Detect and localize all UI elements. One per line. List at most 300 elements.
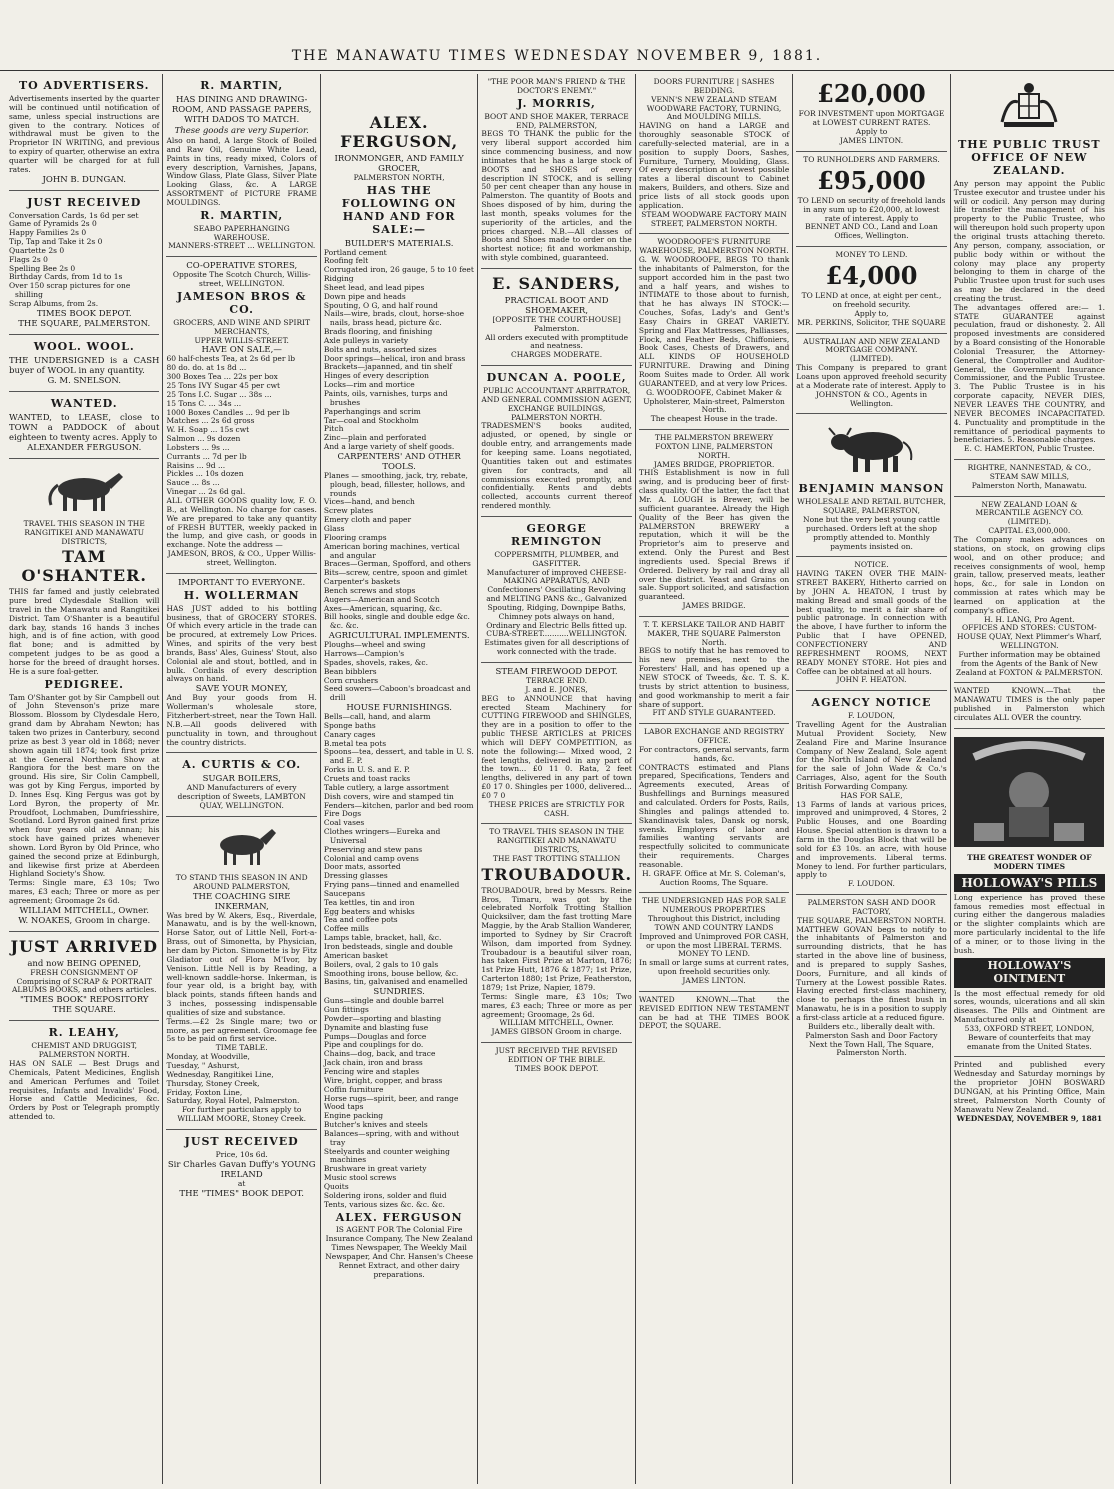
ad-title: JAMESON BROS & CO.	[176, 289, 307, 316]
list-item: Lamps table, bracket, hall, &c.	[323, 933, 442, 943]
ad-signature: JAMES BRIDGE, PROPRIETOR.	[653, 459, 775, 469]
ad-heading: CO-OPERATIVE STORES,	[186, 261, 298, 272]
ad-wanted-known	[954, 683, 1105, 728]
list-item: Spades, shovels, rakes, &c.	[323, 657, 428, 667]
column-4	[478, 74, 635, 1484]
ad-wanted-known	[639, 992, 789, 1036]
item-list	[324, 997, 474, 1209]
ad-investment	[796, 74, 946, 152]
list-item: Flags 2s 0	[9, 254, 48, 264]
section-title: BUILDER'S MATERIALS.	[344, 238, 454, 249]
ad-body: The Company makes advances on stations, on stock, on growing clips wool, and on other produce; and receives consignments of wool, hemp grain, tallow, preserved meats, leather hops, &c., for sale in London on commission at rates which may be learned on application at the company's office.	[953, 534, 1106, 615]
list-item: Locks—rim and mortice	[323, 380, 415, 390]
ad-body: BEGS TO THANK the public for the very liberal support accorded him since commencing business, and now intimates that he has a large stock of BOOTS and SHOES of every description IN STOCK, and is selling 50 per cent cheaper than any house in Palmerston. The quantity of Boots and Shoes disposed of by him, during the last month, speaks volumes for the superiority of the articles, and the prices charged. N.B.—All classes of Boots and Shoes made to order on the shortest notice; fit and workmanship, with style combined, guaranteed.	[481, 129, 632, 263]
list-item: B.metal tea pots	[323, 738, 387, 748]
ad-signature: WILLIAM MITCHELL, Owner.	[499, 1018, 614, 1028]
list-item: Nails—wire, brads, clout, horse-shoe nails, brass head, picture &c.	[323, 309, 465, 328]
ad-heading: HAS THE FOLLOWING ON HAND AND FOR SALE:—	[341, 183, 457, 236]
list-item: Flooring cramps	[323, 532, 387, 542]
ad-heading: "THE POOR MAN'S FRIEND & THE DOCTOR'S ENEMY."	[487, 77, 626, 95]
ad-signature: H. GRAFF. Office at Mr. S. Coleman's, Auction Rooms, The Square.	[642, 868, 786, 887]
ad-brewery	[639, 430, 789, 617]
list-item: 25 Tons IVY Sugar 45 per cwt	[166, 381, 281, 390]
ad-signature: Palmerston Sash and Door Factory Next the Town Hall, The Square, Palmerston North.	[805, 1030, 938, 1058]
list-item: W. H. Soap ... 15s cwt	[166, 425, 250, 435]
list-item: Bells—call, hand, and alarm	[323, 712, 431, 722]
ad-title: WOODROOFE'S FURNITURE WAREHOUSE, PALMERSTON NORTH.	[639, 237, 789, 256]
list-item: Sponge baths	[323, 720, 376, 730]
list-item: Cruets and toast racks	[323, 773, 411, 783]
list-item: 1000 Boxes Candles ... 9d per lb	[166, 407, 290, 417]
ad-signature: TIMES BOOK DEPOT.	[514, 1063, 599, 1073]
ad-body: FOR INVESTMENT upon MORTGAGE at LOWEST CURRENT RATES.	[798, 109, 945, 128]
section-title: HOUSE FURNISHINGS.	[346, 703, 452, 714]
ad-price: Price, 10s 6d.	[215, 1149, 268, 1159]
ad-title: TROUBADOUR.	[481, 864, 633, 884]
ad-body: THE UNDERSIGNED is a CASH buyer of WOOL in any quantity.	[9, 355, 160, 376]
list-item: Coffin furniture	[323, 1084, 384, 1094]
ad-body: Manufacturer of improved CHEESE-MAKING APPARATUS, AND Confectioners' Oscillating Revolving and MELTING PANS &c., Galvanized Spouting, Ridging, Downpipe Baths, Chimney pots always on hand, Ordinary and Electric Bells fitted up.	[486, 567, 627, 630]
ad-body: TRADESMEN'S books audited, adjusted, or opened, by single or double entry, and arrangements made for keeping same. Loans negotiated, Quantities taken out and estimates given for contracts, and all commissions executed promptly, and confidentially. Rents and debts collected, accounts current thereof rendered monthly.	[481, 421, 632, 511]
ad-subtitle: TERRACE END.	[526, 675, 588, 685]
list-item: Paperhangings and scrim	[323, 406, 421, 416]
ad-subtitle: For contractors, general servants, farm hands, &c.	[638, 744, 790, 763]
item-list	[9, 212, 159, 309]
ad-subtitle: and now BEING OPENED,	[27, 958, 142, 969]
ad-subtitle: THE FAST TROTTING STALLION	[492, 854, 621, 864]
ad-morris	[481, 74, 631, 269]
list-item: Quartette 2s 0	[9, 245, 65, 255]
ad-address: EXCHANGE BUILDINGS, PALMERSTON NORTH.	[507, 403, 606, 422]
ad-body: WANTED, to LEASE, close to TOWN a PADDOCK of about eighteen to twenty acres. Apply to	[9, 412, 160, 443]
column-1	[6, 74, 163, 1484]
ad-kerslake	[639, 617, 789, 724]
ad-amount: £4,000	[825, 260, 918, 290]
ad-body: HAVING on hand a LARGE and thoroughly seasonable STOCK of carefully-selected material, are in a position to supply Doors, Sashes, Furniture, Turnery, Moulding, Glass. Of every description at lowest possible rates a liberal discount to Cabinet makers, Builders, and others. Size and price lists of all stock goods upon application.	[638, 121, 790, 210]
ad-note: THESE PRICES are STRICTLY FOR CASH.	[488, 799, 625, 818]
ad-subtitle: SEABO PAPERHANGING WAREHOUSE.	[193, 223, 290, 242]
ad-curtis	[166, 753, 316, 817]
ad-body: In small or large sums at current rates, upon freehold securities only.	[639, 958, 789, 977]
ad-title: TO RUNHOLDERS AND FARMERS.	[803, 154, 940, 164]
list-item: American boring machines, vertical and angular	[323, 541, 460, 560]
ad-body: WANTED KNOWN.—That the REVISED EDITION NEW TESTAMENT can be had at THE TIMES BOOK DEPOT, the SQUARE.	[638, 994, 790, 1031]
list-item: Bits—screw, centre, spoon and gimlet	[323, 568, 468, 578]
list-item: Sheet lead, and lead pipes	[323, 282, 425, 292]
ad-revised-bible	[481, 1043, 631, 1079]
column-6	[793, 74, 950, 1484]
ad-inkerman	[166, 817, 316, 1130]
list-item: Paints, oils, varnishes, turps and brushes	[323, 389, 448, 407]
ad-wanted-lease	[9, 392, 159, 459]
list-item: Tea and coffee pots	[323, 915, 398, 925]
ad-just-received-cards	[9, 191, 159, 335]
list-item: Balances—spring, with and without tray	[323, 1128, 460, 1147]
list-item: Coffee mills	[323, 924, 369, 934]
list-item: Dressing glasses	[323, 871, 388, 881]
ad-heading: IMPORTANT TO EVERYONE.	[178, 577, 306, 588]
list-item: Pumps—Douglas and force	[323, 1031, 427, 1041]
list-item: Vices—hand, and bench	[323, 497, 415, 507]
ad-agency	[796, 691, 946, 895]
ad-subtitle: COPPERSMITH, PLUMBER, and GASFITTER.	[494, 549, 619, 568]
list-item: Bench screws and stops	[323, 585, 416, 595]
ad-signature: R. MARTIN,	[200, 208, 284, 222]
list-item: Monday, at Woodville,	[166, 1052, 250, 1062]
ad-signature: JAMES LINTON.	[839, 135, 904, 145]
holloway-ointment-title: HOLLOWAY'S OINTMENT	[954, 958, 1105, 988]
ad-title: VENN'S NEW ZEALAND STEAM WOODWARE FACTORY, TURNING, And MOULDING MILLS.	[646, 94, 782, 122]
ad-remington	[481, 517, 631, 663]
ad-subtitle: WHOLESALE AND RETAIL BUTCHER, SQUARE, PALMERSTON,	[797, 497, 946, 516]
list-item: Augers—American and Scotch	[323, 594, 440, 604]
ad-address: THE SQUARE, PALMERSTON.	[18, 318, 151, 329]
list-item: Vinegar ... 2s 6d gal.	[166, 487, 246, 497]
ad-title: RIGHTRE, NANNESTAD, & CO.,	[967, 463, 1092, 473]
ad-title: THE PUBLIC TRUST OFFICE OF NEW ZEALAND.	[958, 138, 1101, 177]
ad-just-arrived	[9, 932, 159, 1021]
list-item: Music stool screws	[323, 1173, 397, 1183]
ad-title: BENJAMIN MANSON	[798, 482, 945, 496]
price-list	[166, 355, 316, 497]
coat-of-arms-icon	[994, 82, 1064, 130]
ad-signature: J. and E. JONES,	[525, 684, 588, 694]
ad-address: CUBA-STREET...........WELLINGTON.	[486, 629, 627, 639]
list-item: Wood taps	[323, 1102, 364, 1112]
list-item: Bean bibblers	[323, 666, 377, 676]
ad-note: Apply to,	[854, 308, 889, 318]
ad-young-ireland	[166, 1130, 316, 1204]
list-item: Tar—coal and Stockholm	[323, 415, 419, 425]
ad-title: TAM O'SHANTER.	[21, 547, 147, 586]
list-item: 80 do. do. at 1s 8d ...	[166, 363, 247, 373]
list-item: Door mats, assorted	[323, 862, 401, 872]
ad-note: Beware of counterfeits that may emanate from the United States.	[967, 1032, 1092, 1051]
ad-body: Throughout this District, including TOWN AND COUNTRY LANDS Improved and Unimproved FOR CASH, or upon the most LIBERAL TERMS.	[639, 914, 789, 950]
ad-title: LABOR EXCHANGE AND REGISTRY OFFICE.	[644, 727, 785, 746]
ad-signature: H. H. LANG, Pro Agent.	[984, 614, 1075, 624]
ad-address: 533, OXFORD STREET, LONDON,	[964, 1023, 1095, 1033]
ad-title: STEAM FIREWOOD DEPOT.	[495, 666, 618, 677]
list-item: Powder—sporting and blasting	[323, 1013, 442, 1023]
ad-subtitle: IRONMONGER, AND FAMILY GROCER,	[334, 153, 464, 174]
list-item: Spoons—tea, dessert, and table in U. S. and E. P.	[323, 747, 474, 766]
list-item: Lobsters ... 9s ...	[166, 442, 230, 452]
ad-signature: BENNET AND CO., Land and Loan Offices, Wellington.	[805, 222, 938, 241]
ad-terms: Terms.—£2 2s Single mare; two or more, as per agreement. Groomage fee 5s to be paid on first service.	[166, 1016, 317, 1044]
ad-body: The advantages offered are:— 1. STATE GUARANTEE against peculation, fraud or dishonesty. 2. All proposed investments are considered by a Board consisting of the Honorable Colonial Treasurer, the Attorney-General, the Comptroller and Auditor-General, the Government Insurance Commissioner, and the Public Trustee. 3. The Public Trustee is in his corporate capacity, NEVER DIES, NEVER LEAVES THE COUNTRY, and NEVER BECOMES INCAPACITATED. 4. Punctuality and promptitude in the remittance of periodical payments to beneficiaries. 5. Reasonable charges.	[953, 302, 1106, 445]
ad-subtitle: BOOT AND SHOE MAKER, TERRACE END, PALMERSTON,	[484, 111, 629, 130]
ad-signature: JAMES LINTON.	[682, 976, 746, 985]
ad-signature: TIMES BOOK DEPOT.	[36, 308, 132, 319]
ad-title: NEW ZEALAND LOAN & MERCANTILE AGENCY CO. (LIMITED).	[975, 499, 1084, 527]
ad-note: The cheapest House in the trade.	[650, 414, 778, 424]
list-item: Engine packing	[323, 1111, 384, 1121]
ad-venn	[639, 74, 789, 234]
ad-body: WANTED KNOWN.—That the MANAWATU TIMES is the only paper published in Palmerston which circulates ALL OVER the country.	[953, 686, 1106, 723]
list-item: Dynamite and blasting fuse	[323, 1022, 429, 1032]
ad-manson	[796, 414, 946, 557]
list-item: Chains—dog, back, and trace	[323, 1049, 436, 1059]
ad-sash-factory	[796, 895, 946, 1063]
section-title: CARPENTERS' AND OTHER TOOLS.	[337, 451, 461, 472]
ad-signature: JOHNSTON & CO., Agents in Wellington.	[815, 389, 928, 408]
ad-address: STEAM WOODWARE FACTORY MAIN STREET, PALMERSTON NORTH.	[641, 209, 787, 228]
ad-wool	[9, 335, 159, 392]
ad-note: at	[237, 1178, 246, 1188]
ad-address: THE SQUARE, PALMERSTON NORTH.	[796, 915, 946, 925]
ad-firewood	[481, 663, 631, 825]
ad-body: Is the most effectual remedy for old sores, wounds, ulcerations and all skin diseases. The Pills and Ointment are Manufactured only at	[953, 988, 1106, 1025]
ad-title: WOOL. WOOL.	[33, 339, 135, 353]
ad-address: UPPER WILLIS-STREET.	[194, 335, 289, 345]
ad-body: 13 Farms of lands at various prices, improved and unimproved, 4 Stores, 2 Public Houses, and one Boarding House. Special attention is drawn to a farm in the Douglas Block that will be sold for £3 10s. an acre, with house and improvements. Liberal terms. Money to lend. For further particulars, apply to	[796, 799, 947, 880]
imprint	[954, 1057, 1105, 1128]
list-item: Spelling Bee 2s 0	[9, 263, 76, 273]
ad-jameson	[166, 257, 316, 573]
list-item: Corrugated iron, 26 gauge, 5 to 10 feet	[323, 265, 474, 275]
ad-title: T. T. KERSLAKE TAILOR AND HABIT MAKER, THE SQUARE Palmerston North.	[643, 619, 785, 647]
list-item: Steelyards and counter weighing machines	[323, 1146, 450, 1165]
list-item: Harrows—Campion's	[323, 649, 405, 658]
ad-note: Builders etc., liberally dealt with.	[807, 1021, 936, 1031]
ad-amount: £95,000	[817, 165, 926, 195]
horse-illustration	[202, 825, 282, 867]
ad-title: H. WOLLERMAN	[183, 588, 300, 602]
ad-holloway	[954, 729, 1105, 1058]
list-item: 300 Boxes Tea ... 22s per box	[166, 372, 278, 382]
ad-subtitle: SUGAR BOILERS,	[202, 774, 281, 785]
ad-subtitle: PUBLIC ACCOUNTANT ARBITRATOR, AND GENERAL COMMISSION AGENT,	[481, 386, 632, 404]
item-list	[324, 641, 474, 703]
ad-signature: G. WOODROOFE, Cabinet Maker & Upholsterer, Main-street, Palmerston North.	[643, 387, 785, 415]
list-item: Corn crushers	[323, 675, 379, 685]
ad-body: AND Manufacturers of every description of Sweets, LAMBTON QUAY, WELLINGTON.	[177, 783, 306, 811]
ad-body: MATTHEW GOVAN begs to notify to the inhabitants of Palmerston and surrounding districts, that he has started in the above line of business, and is prepared to supply Sashes, Doors, Furniture, and all kinds of Turnery at the Lowest possible Rates. Having erected first-class machinery, close to perhaps the finest bush in Manawatu, he is in a position to supply a first-class article at a reduced figure.	[796, 924, 947, 1023]
item-list	[324, 713, 474, 987]
ad-address: Palmerston North, Manawatu.	[971, 480, 1087, 490]
list-item: Hinges of every description	[323, 371, 429, 381]
list-item: Birthday Cards, from 1d to 1s	[9, 272, 123, 282]
ad-body: This Company is prepared to grant Loans upon approved freehold security at a Moderate rate of interest. Apply to	[796, 363, 947, 390]
ad-body: Any person may appoint the Public Trustee executor and trustee under his will or codicil. Any person may during life transfer the management of his property to the Public Trustee, who will thereupon hold such property upon the original trusts attaching thereto. Any person, company, association, or public body within or without the colony may place any property belonging to them in charge of the Public Trustee upon trust for such uses as may be declared in the deed creating the trust.	[953, 178, 1106, 303]
list-item: Saucepans	[323, 888, 365, 898]
ad-title: TO ADVERTISERS.	[18, 79, 150, 92]
ad-title: E. SANDERS,	[492, 274, 622, 293]
ad-signature: JAMESON, BROS, & CO., Upper Willis-street, Wellington.	[167, 549, 316, 567]
section-title: SUNDRIES.	[373, 987, 425, 998]
list-item: Thursday, Stoney Creek,	[166, 1078, 260, 1088]
ad-subtitle: SAVE YOUR MONEY,	[195, 684, 288, 695]
ad-body: Advertisements inserted by the quarter will be continued until notification of same, unless special instructions are given to the contrary. Notices of withdrawal must be given to the Proprietor IN WRITING, and previous to expiry of quarter, otherwise an extra quarter will be charged for at full rates.	[9, 93, 160, 174]
list-item: Conversation Cards, 1s 6d per set	[9, 210, 139, 220]
list-item: Braces—German, Spofford, and others	[323, 559, 471, 569]
ad-subtitle: PEDIGREE.	[44, 677, 124, 691]
list-item: Pitch	[323, 424, 344, 434]
ad-body: THIS Establishment is now in full swing, and is producing beer of first-class quality. Of the latter, the fact that Mr. A. LOUGH is Brewer, will be sufficient guarantee. Already the High Quality of the Beer has given the PALMERSTON BREWERY a reputation, which it will be the Proprietor's aim to preserve and extend. Only the Purest and Best ingredients used. Special Brews if Ordered. Delivery by rail and dray all over the district. Yeast and Grains on sale. Support solicited, and satisfaction guaranteed.	[638, 468, 790, 602]
time-table	[166, 1053, 316, 1106]
ad-body: Tam O'Shanter got by Sir Campbell out of John Stevenson's prize mare Blossom. Blossom by Clydesdale Hero, grand dam by Abraham Newton; has taken two prizes in Canterbury, second prize as best 3 year old in 1868; never shown again till 1874; took first prize at the General Northern Show at Rangiora for the best mare on the ground. His sire, Sir Colin Campbell, was got by King Fergus, imported by D. Innes Esq. King Fergus was got by Lord Byron, the property of Mr. Proudfoot, Lochmaben, Dumfriesshire, Scotland. Lord Byron gained first prize when four years old at Annan; his stock have gained prizes whenever shown. Lord Byron by Old Prince, who gained the second prize at Edinburgh, and likewise first prize at Aberdeen Highland Society's Show.	[9, 692, 160, 879]
ad-body: Long experience has proved these famous remedies most effectual in curing either the dangerous maladies or the slighter complaints which are more particularly incidental to the life of a miner, or to those living in the bush.	[953, 892, 1106, 955]
ad-body: TO LEND at once, at eight per cent., on freehold security.	[801, 291, 942, 310]
ad-body: TO LEND on security of freehold lands in any sum up to £20,000, at lowest rate of interest. Apply to	[797, 195, 946, 223]
list-item: Guns—single and double barrel	[323, 996, 444, 1006]
list-item: 15 Tons C. ... 34s ...	[166, 398, 242, 408]
list-item: Happy Families 2s 0	[9, 228, 87, 238]
list-item: Ridging	[323, 274, 354, 284]
ad-body: Was bred by W. Akers, Esq., Riverdale, Manawatu, and is by the well-known, Horse Sator, out of Little Nell, Fort-a-Brass, out of Simonetta, by Physician, her dam by Picton. Simonette is by Fitz Gladiator out of Flora M'Ivor, by Venison. Little Nell is by Reading, a well-known saddle-horse. Inkerman, is four year old, is a bright bay, with black points, stands fifteen hands and 3 inches, possessing indispensable qualities of size and substance.	[166, 910, 317, 1017]
list-item: Brackets—japanned, and tin shelf	[323, 362, 453, 372]
ad-title: PALMERSTON SASH AND DOOR FACTORY,	[807, 898, 936, 916]
ad-leahy	[9, 1021, 159, 1127]
list-item: Smoothing irons, bouse bellow, &c.	[323, 968, 459, 978]
horse-illustration	[39, 467, 129, 513]
ad-note: These goods are very Superior.	[174, 126, 309, 137]
ad-tam-oshanter	[9, 459, 159, 932]
ad-title: THE PALMERSTON BREWERY FOXTON LINE, PALMERSTON NORTH.	[654, 433, 774, 460]
list-item: Coal vases	[323, 818, 365, 828]
list-item: Tuesday, " Ashurst,	[166, 1060, 240, 1070]
ad-wollerman	[166, 574, 316, 754]
holloway-illustration	[954, 737, 1104, 847]
list-item: Fenders—kitchen, parlor and bed room	[323, 800, 474, 810]
section-title: AGRICULTURAL IMPLEMENTS.	[328, 631, 470, 642]
ad-signature: ALEX. FERGUSON	[335, 1210, 463, 1224]
ad-body: THIS far famed and justly celebrated pure bred Clydesdale Stallion will travel in the Manawatu and Rangitikei District. Tam O'Shanter is a beautiful dark bay, stands 16 hands 3 inches high, and is of fine action, with good flat bone; and is admitted by competent judges to be as good a horse for the breed of draught horses. He is a sure foal-getter.	[9, 587, 160, 676]
list-item: American basket	[323, 950, 388, 960]
ad-title: R. MARTIN,	[200, 79, 284, 92]
list-item: Bill hooks, single and double edge &c. &c. &c.	[323, 612, 470, 631]
ad-title: A. CURTIS & CO.	[182, 758, 302, 772]
list-item: Brads flooring, and finishing	[323, 327, 433, 337]
list-item: Dish covers, wire and stamped tin	[323, 791, 454, 801]
capital-value: £3,000,000.	[1024, 526, 1071, 536]
list-item: Emery cloth and paper	[323, 515, 412, 525]
list-item: And a large variety of shelf goods.	[323, 442, 455, 452]
list-item: Game of Pyramids 2s 0	[9, 219, 97, 229]
ad-title: DUNCAN A. POOLE,	[486, 371, 627, 385]
ad-runholders	[796, 152, 946, 247]
list-item: Tea kettles, tin and iron	[323, 897, 415, 907]
ad-body: G. W. WOODROOFE, BEGS TO thank the inhabitants of Palmerston, for the support accorded him in the past two and a half years, and wishes to INTIMATE to those about to furnish, that he has always IN STOCK:— Couches, Sofas, Lady's and Gent's Easy Chairs in GREAT VARIETY. Spring and Flax Mattresses, Palliasses, Flock, and Feather Beds, Chiffoniers, Book Cases, Chests of Drawers, and ALL KINDS OF HOUSEHOLD FURNITURE. Drawing and Dining Room Suites made to Order. All work GUARANTEED, and at very low Prices.	[638, 255, 790, 388]
ad-amount: £20,000	[817, 79, 926, 108]
list-item: Horse rugs—spirit, beer, and range	[323, 1093, 459, 1103]
ad-body: IS AGENT FOR The Colonial Fire Insurance Company, The New Zealand Times Newspaper, The Weekly Mail Newspaper, And Chr. Hansen's Cheese Rennet Extract, and other dairy preparations.	[325, 1225, 474, 1279]
ad-signature: F. LOUDON.	[848, 879, 895, 889]
ad-signature: JAMES BRIDGE.	[682, 601, 746, 611]
ad-title: AUSTRALIAN AND NEW ZEALAND MORTGAGE COMPANY.	[803, 336, 940, 355]
ad-signature: JOHN F. HEATON.	[836, 675, 907, 685]
ad-woodroofe	[639, 234, 789, 430]
masthead: THE MANAWATU TIMES WEDNESDAY NOVEMBER 9, 1881.	[0, 48, 1114, 71]
ad-title: WANTED.	[50, 396, 118, 410]
list-item: Jack chain, iron and brass	[323, 1058, 423, 1068]
column-7	[951, 74, 1108, 1484]
list-item: Salmon ... 9s dozen	[166, 434, 241, 444]
ad-loan-mercantile	[954, 497, 1105, 684]
column-2	[163, 74, 320, 1484]
list-item: Pickles ... 10s dozen	[166, 469, 244, 479]
ad-note: Apply to	[855, 127, 888, 136]
list-item: Axes—American, squaring, &c.	[323, 603, 443, 613]
list-item: Sauce ... 8s ...	[166, 478, 220, 488]
list-item: Ploughs—wheel and swing	[323, 640, 426, 650]
ad-body: HAS JUST added to his bottling business, that of GROCERY STORES. Of which every article in the trade can be procured, at extremely Low Prices. Wines, and spirits of the very best brands, Bass' Ales, Guiness' Stout, also Colonial ale and stout, bottled, and in bulk. Cordials of every description always on hand.	[166, 603, 317, 684]
ad-terms: Terms: Single mare, £3 10s; Two mares, £3 each; Three or more as per agreement; Groomage 2s 6d.	[9, 878, 160, 906]
columns	[6, 74, 1108, 1484]
ad-signature: JOHN B. DUNGAN.	[42, 174, 126, 185]
ad-title: JUST RECEIVED	[184, 1134, 299, 1148]
ad-ferguson	[324, 74, 474, 1285]
ad-money-to-lend	[796, 247, 946, 334]
ad-bakery-notice	[796, 557, 946, 691]
ad-note: For further particulars apply to	[182, 1105, 302, 1115]
ad-title: THE COACHING SIRE INKERMAN,	[192, 891, 291, 912]
ad-address: PALMERSTON NORTH,	[353, 172, 445, 182]
ad-signature: WILLIAM MITCHELL, Owner.	[19, 905, 149, 916]
ad-body: Travelling Agent for the Australian Mutual Provident Society, New Zealand Fire and Marine Insurance Company of New Zealand, Sole agent for the North Island of New Zealand for the sale of John Wade & Co.'s Carriages, Also, agent for the South British Forwarding Company.	[796, 720, 947, 791]
ad-properties	[639, 893, 789, 991]
ad-title: NOTICE.	[854, 560, 889, 570]
ad-title: AGENCY NOTICE	[811, 696, 932, 710]
list-item: Colonial and camp ovens	[323, 853, 419, 863]
list-item: Axle pulleys in variety	[323, 335, 409, 345]
ad-public-trust	[954, 74, 1105, 460]
list-item: Quoits	[323, 1181, 349, 1191]
list-item: Down pipe and heads	[323, 291, 406, 301]
list-item: Pipe and couplings for do.	[323, 1040, 424, 1050]
ad-body: HAVING TAKEN OVER THE MAIN-STREET BAKERY, Hitherto carried on by JOHN A. HEATON, I trust by making Bread and small goods of the best quality, to merit a fair share of public patronage. In connection with the above, I have further to inform the Public that I have OPENED, CONFECTIONERY AND REFRESHMENT ROOMS, NEXT READY MONEY STORE. Hot pies and Coffee can be obtained at all hours.	[796, 569, 947, 676]
ad-heading: DOORS FURNITURE | SASHES BEDDING.	[653, 77, 775, 95]
list-item: Friday, Foxton Line,	[166, 1087, 243, 1097]
ad-body: ALL OTHER GOODS quality low, F. O. B., at Wellington. No charge for cases. We are prepared to take any quantity of FRESH BUTTER, weekly packed in the lump, and give cash, or goods in exchange. Note the address —	[166, 495, 317, 550]
list-item: Clothes wringers—Eureka and Universal	[323, 827, 441, 845]
item-list	[324, 472, 474, 631]
ad-address: MANNERS-STREET ... WELLINGTON.	[168, 241, 316, 251]
list-item: 25 Tons I.C. Sugar ... 38s ...	[166, 389, 272, 399]
ad-mortgage-company	[796, 334, 946, 415]
list-item: Carpenter's baskets	[323, 577, 401, 587]
imprint-body: Printed and published every Wednesday and Saturday mornings by the proprietor JOHN BOSWARD DUNGAN, at his Printing Office, Main street, Palmerston North County of Manawatu New Zealand.	[953, 1060, 1106, 1114]
list-item: Soldering irons, solder and fluid	[323, 1190, 447, 1200]
ad-subtitle: Opposite The Scotch Church, Willis-street, WELLINGTON.	[172, 270, 311, 289]
ad-body: All orders executed with promptitude and neatness.	[485, 332, 629, 351]
ad-heading: HAVE ON SALE,—	[201, 345, 282, 356]
ad-title: J. MORRIS,	[517, 96, 596, 110]
ad-body: Sir Charles Gavan Duffy's YOUNG IRELAND	[167, 1159, 316, 1180]
ad-sanders	[481, 269, 631, 366]
list-item: Wire, bright, copper, and brass	[323, 1075, 443, 1085]
ad-title: R. LEAHY,	[48, 1026, 120, 1040]
list-item: Bolts and nuts, assorted sizes	[323, 344, 437, 354]
ad-subtitle: PRACTICAL BOOT AND SHOEMAKER,	[504, 295, 609, 316]
list-item: Frying pans—tinned and enamelled	[323, 880, 460, 890]
list-item: Boilers, oval, 2 gals to 10 gals	[323, 959, 439, 969]
ad-signature: JAMES GIBSON Groom in charge.	[491, 1027, 622, 1037]
ad-note: Further information may be obtained from the Agents of the Bank of New Zealand at FOXTON & PALMERSTON.	[955, 649, 1103, 677]
ad-title: THE UNDERSIGNED HAS FOR SALE NUMEROUS PROPERTIES	[642, 896, 786, 915]
list-item: Over 150 scrap pictures for one shilling	[9, 281, 131, 300]
list-item: Glass	[323, 524, 345, 534]
list-item: Roofing felt	[323, 256, 369, 266]
ad-signature: W. NOAKES, Groom in charge.	[18, 915, 151, 926]
list-item: Seed sowers—Caboon's broadcast and drill	[323, 684, 471, 703]
ad-title: JUST RECEIVED	[27, 195, 142, 209]
ad-subtitle: GROCERS, AND WINE AND SPIRIT MERCHANTS,	[173, 317, 311, 336]
ad-labor-exchange	[639, 724, 789, 893]
ad-signature: MR. PERKINS, Solicitor, THE SQUARE	[797, 317, 946, 327]
ad-signature: G. M. SNELSON.	[47, 375, 121, 386]
